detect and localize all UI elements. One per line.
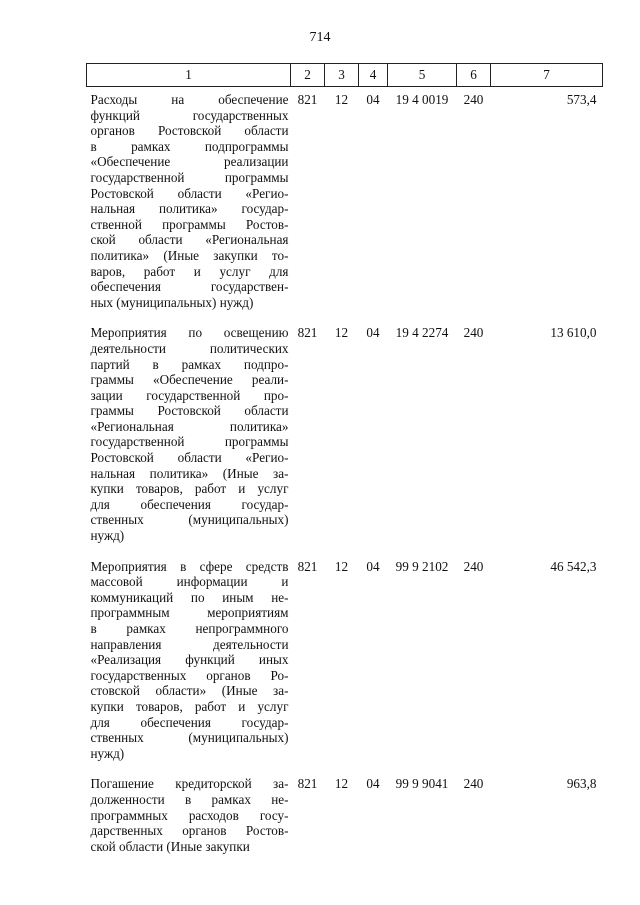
description-line: ных (муниципальных) нужд) — [90, 294, 254, 310]
row-description — [87, 87, 291, 321]
description-line: ственной программы Ростов- — [90, 216, 289, 232]
description-line: варов, работ и услуг для — [90, 263, 289, 279]
description-line: Мероприятия в сфере средств — [90, 558, 289, 574]
description-line: нужд) — [90, 528, 125, 544]
description-line: государственной программы — [90, 169, 289, 185]
amount-value: 963,8 — [566, 776, 597, 792]
description-line: стовской области» (Иные за- — [90, 683, 289, 699]
description-line: государственной программы — [90, 434, 289, 450]
row-description — [87, 771, 291, 864]
table-body — [87, 87, 603, 865]
amount-value: 13 610,0 — [550, 325, 597, 341]
description-line: в рамках непрограммного — [90, 621, 289, 636]
header-col-4: 4 — [359, 64, 388, 87]
description-line: в рамках подпрограммы — [90, 138, 289, 154]
description-line: для обеспечения государ- — [90, 496, 289, 512]
description-line: «Обеспечение реализации — [90, 154, 289, 170]
description-line: Расходы на обеспечение — [90, 92, 289, 107]
amount-value: 46 542,3 — [550, 558, 597, 574]
target-article-code: 99 9 9041 — [395, 776, 449, 792]
description-line: ственных (муниципальных) — [90, 730, 289, 746]
ministry-code: 821 — [297, 558, 318, 574]
description-line: направления деятельности — [90, 636, 289, 652]
description-line: Ростовской области «Регио- — [90, 450, 289, 466]
table-row — [87, 771, 603, 864]
description-line: нальная политика» (Иные за- — [90, 465, 289, 481]
description-line: партий в рамках подпро- — [90, 356, 289, 372]
row-description — [87, 554, 291, 772]
description-line: деятельности политических — [90, 340, 289, 356]
amount-value: 573,4 — [566, 92, 597, 107]
target-article-code: 19 4 0019 — [395, 92, 449, 107]
description-line: программных расходов госу- — [90, 807, 289, 823]
description-line: ственных (муниципальных) — [90, 512, 289, 528]
table-row — [87, 87, 603, 321]
table-header — [87, 64, 603, 87]
section-code: 12 — [334, 92, 349, 107]
description-line: программным мероприятиям — [90, 605, 289, 621]
description-line: долженности в рамках не- — [90, 791, 289, 807]
description-line: купки товаров, работ и услуг — [90, 481, 289, 497]
subsection-code: 04 — [366, 325, 380, 341]
description-line: политика» (Иные закупки то- — [90, 247, 289, 263]
expense-type-code: 240 — [463, 558, 484, 574]
ministry-code: 821 — [297, 92, 318, 107]
description-line: Погашение кредиторской за- — [90, 776, 289, 792]
section-code: 12 — [334, 558, 349, 574]
description-line: ской области (Иные закупки — [90, 838, 250, 854]
target-article-code: 19 4 2274 — [395, 325, 449, 341]
description-line: для обеспечения государ- — [90, 714, 289, 730]
description-line: дарственных органов Ростов- — [90, 823, 289, 839]
description-line: граммы Ростовской области — [90, 403, 289, 419]
row-description — [87, 320, 291, 553]
header-col-7: 7 — [491, 64, 603, 87]
expense-type-code: 240 — [463, 92, 484, 107]
ministry-code: 821 — [297, 325, 318, 341]
header-row — [87, 64, 603, 87]
header-col-6: 6 — [457, 64, 491, 87]
description-line: «Региональная политика» — [90, 418, 289, 434]
description-line: граммы «Обеспечение реали- — [90, 372, 289, 388]
page-number: 714 — [309, 30, 331, 45]
description-line: Мероприятия по освещению — [90, 325, 289, 341]
subsection-code: 04 — [366, 92, 380, 107]
description-line: «Реализация функций иных — [90, 652, 289, 668]
header-col-3: 3 — [325, 64, 359, 87]
expense-type-code: 240 — [463, 325, 484, 341]
description-line: нальная политика» государ- — [90, 201, 289, 217]
description-line: массовой информации и — [90, 574, 289, 590]
table-row — [87, 554, 603, 772]
budget-table — [86, 63, 603, 864]
description-line: купки товаров, работ и услуг — [90, 698, 289, 714]
section-code: 12 — [334, 325, 349, 341]
subsection-code: 04 — [366, 558, 380, 574]
subsection-code: 04 — [366, 776, 380, 792]
description-line: Ростовской области «Регио- — [90, 185, 289, 201]
header-col-2: 2 — [291, 64, 325, 87]
table-row — [87, 320, 603, 553]
description-line: коммуникаций по иным не- — [90, 589, 289, 605]
ministry-code: 821 — [297, 776, 318, 792]
target-article-code: 99 9 2102 — [395, 558, 449, 574]
description-line: нужд) — [90, 745, 125, 761]
header-col-1: 1 — [87, 64, 291, 87]
description-line: государственных органов Ро- — [90, 667, 289, 683]
description-line: зации государственной про- — [90, 387, 289, 403]
section-code: 12 — [334, 776, 349, 792]
description-line: ской области «Региональная — [90, 232, 289, 248]
description-line: обеспечения государствен- — [90, 279, 289, 295]
expense-type-code: 240 — [463, 776, 484, 792]
description-line: органов Ростовской области — [90, 123, 289, 139]
header-col-5: 5 — [388, 64, 457, 87]
description-line: функций государственных — [90, 107, 289, 123]
